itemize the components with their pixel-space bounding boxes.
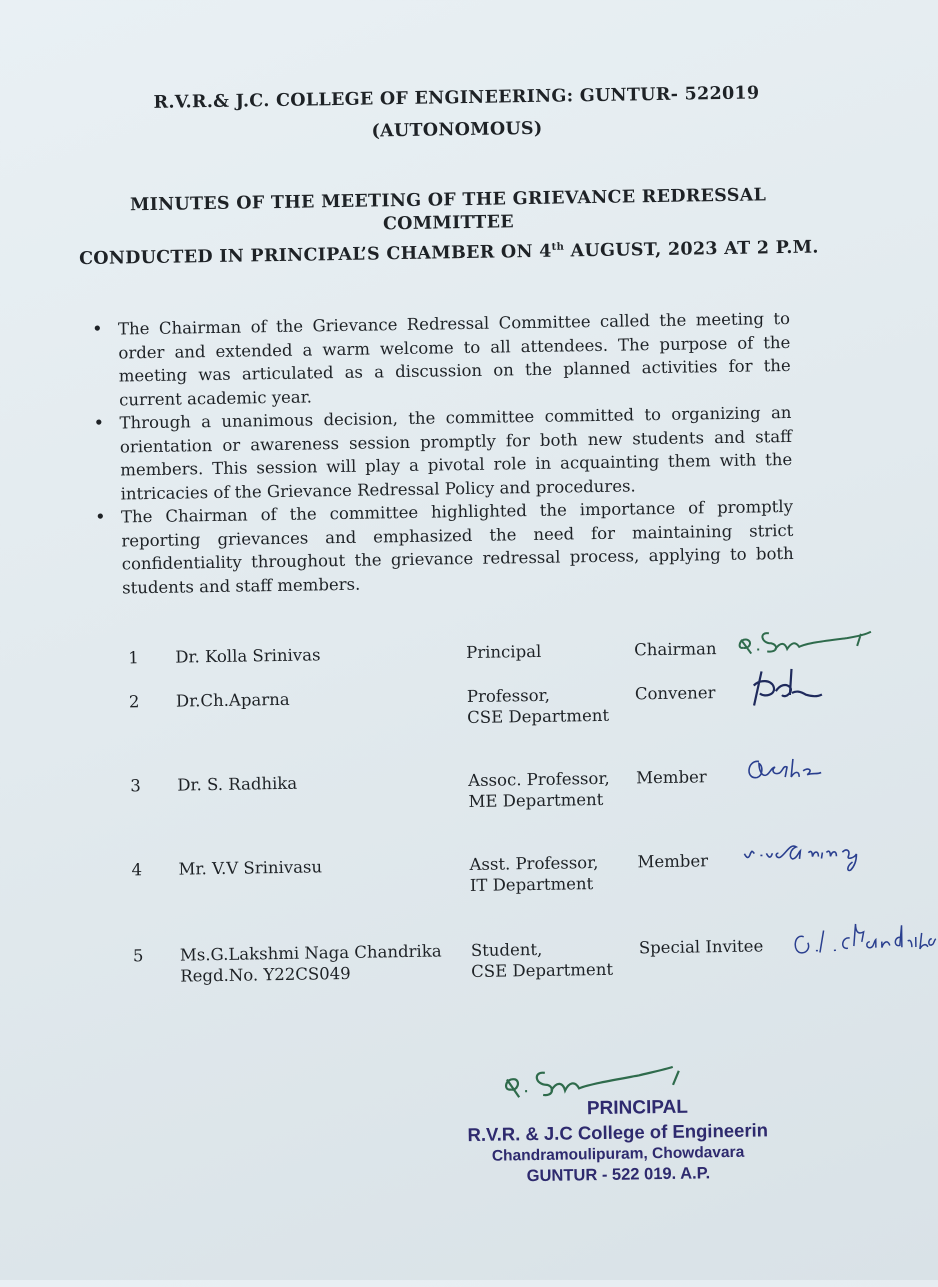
minutes-point: • The Chairman of the Grievance Redressal Committee called the meeting to order and extended a warm welcome to all attendees. The purpose of the meeting was articulated as a discussion on the planned activities for the current academic year. <box>90 307 791 412</box>
minutes-title-line-1: MINUTES OF THE MEETING OF THE GRIEVANCE REDRESSAL <box>129 185 767 216</box>
member-role: Convener <box>634 683 716 704</box>
member-row <box>3 847 938 922</box>
stamp-address: Chandramoulipuram, Chowdavara <box>491 1143 745 1165</box>
signature-image <box>735 662 856 719</box>
member-row <box>2 763 938 838</box>
minutes-point: • Through a unanimous decision, the committee committed to organizing an orientation or awareness session promptly for both new students and staff members. This session will play a pivotal role in acquainting them with the intricacies of the Grievance Redressal Policy and procedures. <box>91 401 792 506</box>
signature-image <box>789 915 938 972</box>
member-role: Chairman <box>634 639 717 660</box>
member-role: Member <box>637 851 709 872</box>
autonomous-status: (AUTONOMOUS) <box>371 118 543 142</box>
minutes-point: • The Chairman of the committee highlighted the importance of promptly reporting grievances and emphasized the need for maintaining strict confidentiality throughout the grievance redressal process, applying to both students and staff members. <box>93 495 794 600</box>
member-name: Dr. S. Radhika <box>177 773 298 795</box>
member-name: Mr. V.V Srinivasu <box>178 857 323 879</box>
signature-image <box>738 829 929 881</box>
member-designation: Principal <box>466 641 542 663</box>
member-designation: Student, CSE Department <box>470 939 614 982</box>
stamp-title: PRINCIPAL <box>586 1096 689 1120</box>
member-number: 1 <box>128 648 139 668</box>
minutes-title-line-2: COMMITTEE <box>382 212 515 235</box>
member-name: Dr. Kolla Srinivas <box>175 645 321 667</box>
signature-image <box>737 746 858 797</box>
minutes-title-line-3: CONDUCTED IN PRINCIPAL’S CHAMBER ON 4th AUGUST, 2023 AT 2 P.M. <box>78 237 819 270</box>
member-number: 2 <box>128 692 140 712</box>
member-number: 4 <box>131 860 143 880</box>
member-role: Member <box>636 767 707 788</box>
stamp-college: R.V.R. & J.C College of Engineerin <box>467 1119 769 1146</box>
college-name: R.V.R.& J.C. COLLEGE OF ENGINEERING: GUNTUR- 522019 <box>153 83 760 113</box>
member-name: Dr.Ch.Aparna <box>175 689 290 711</box>
member-designation: Assoc. Professor, ME Department <box>468 768 610 812</box>
member-name: Ms.G.Lakshmi Naga Chandrika Regd.No. Y22CS049 <box>179 941 442 986</box>
signature-image <box>735 617 896 669</box>
member-number: 3 <box>130 776 141 796</box>
member-number: 5 <box>132 946 144 966</box>
stamp-city: GUNTUR - 522 019. A.P. <box>526 1164 711 1186</box>
member-role: Special Invitee <box>638 936 764 958</box>
member-row <box>5 933 938 1008</box>
member-designation: Professor, CSE Department <box>466 685 610 728</box>
member-designation: Asst. Professor, IT Department <box>469 853 599 896</box>
minutes-points <box>90 307 794 600</box>
principal-stamp <box>447 1095 788 1187</box>
